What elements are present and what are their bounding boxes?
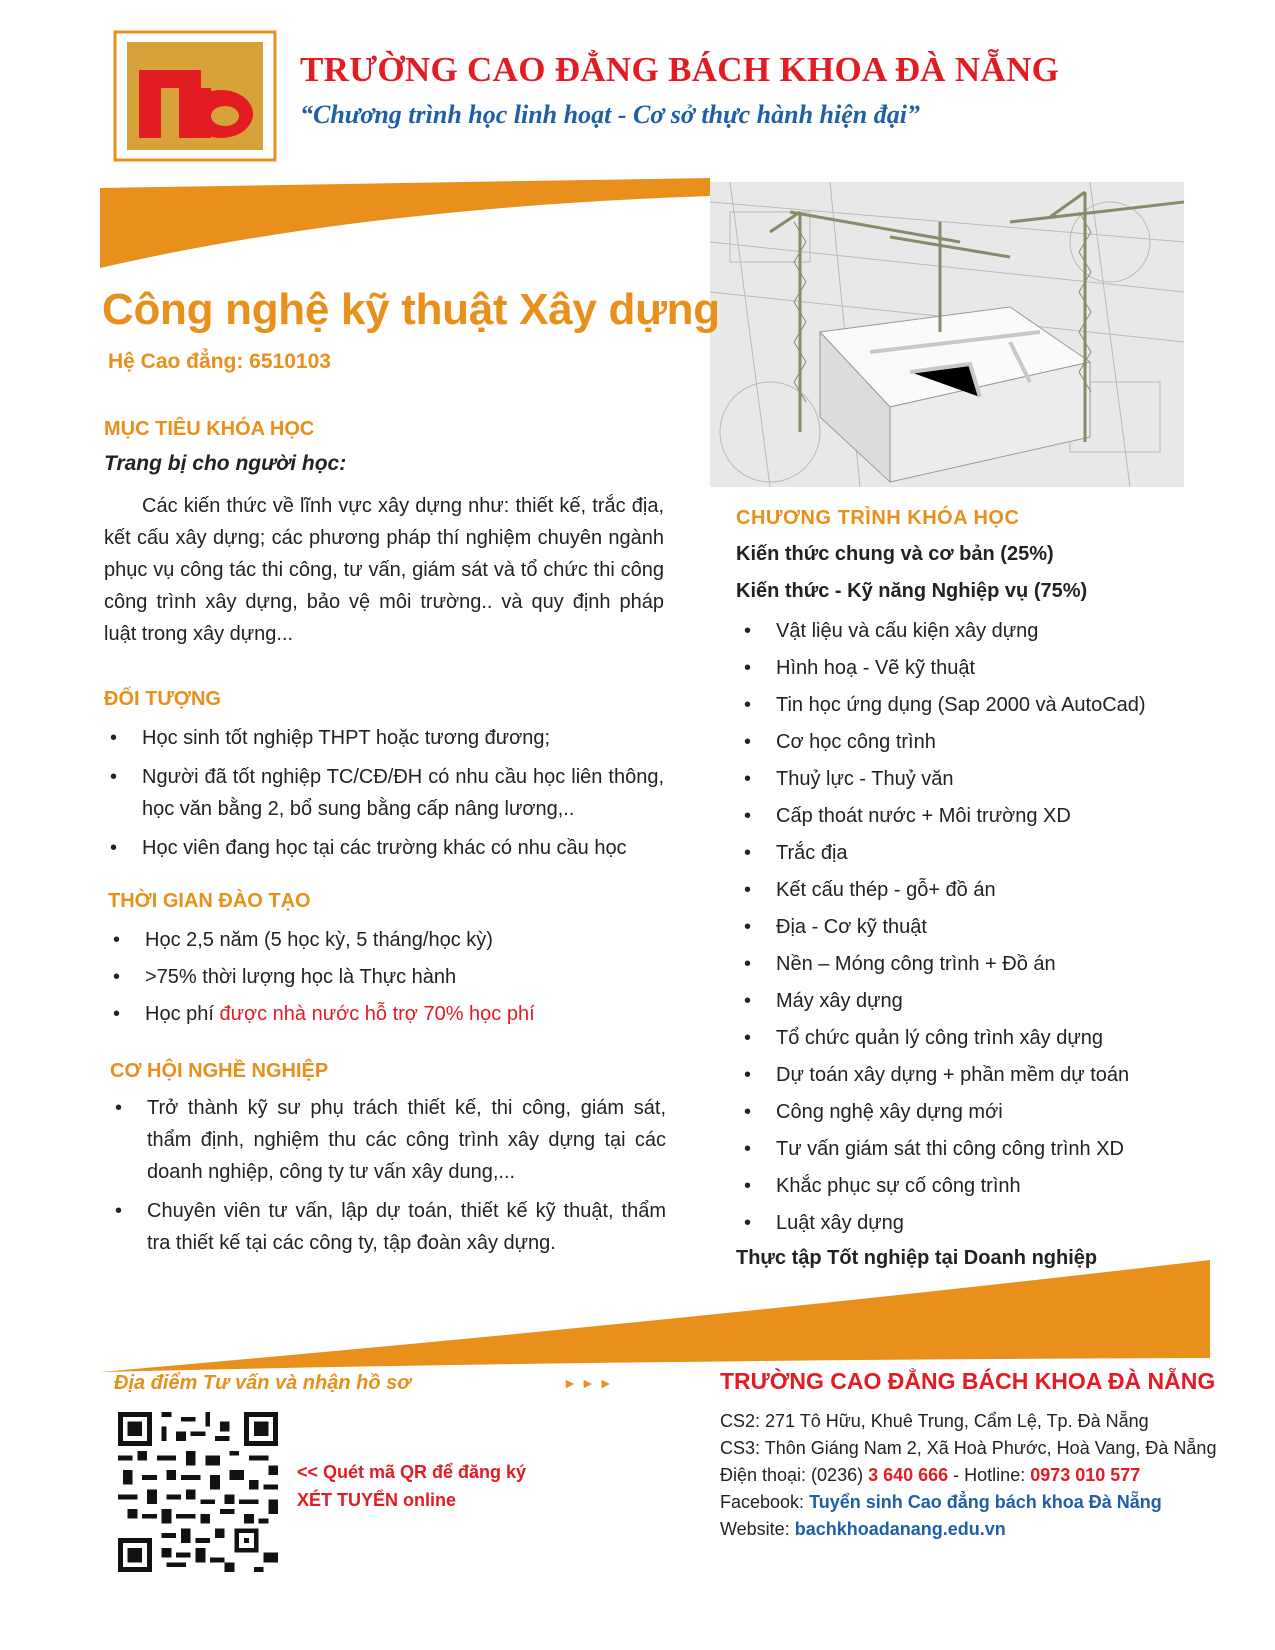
list-item: • Vật liệu và cấu kiện xây dựng	[738, 613, 1208, 650]
objectives-lead: Trang bị cho người học:	[104, 452, 347, 475]
bullet-icon: •	[113, 929, 121, 951]
bullet-icon: •	[113, 966, 121, 988]
bullet-icon: •	[744, 1101, 752, 1123]
bullet-icon: •	[744, 694, 752, 716]
phone-number[interactable]: 3 640 666	[868, 1465, 949, 1485]
list-item: • Dự toán xây dựng + phần mềm dự toán	[738, 1057, 1208, 1094]
list-item: • Thuỷ lực - Thuỷ văn	[738, 761, 1208, 798]
bullet-icon: •	[744, 1064, 752, 1086]
fee-highlight: được nhà nước hỗ trợ 70% học phí	[219, 1003, 535, 1025]
general-knowledge: Kiến thức chung và cơ bản (25%)	[736, 543, 1054, 565]
qr-code[interactable]	[118, 1412, 278, 1572]
hotline-number[interactable]: 0973 010 577	[1030, 1465, 1141, 1485]
facebook-line: Facebook: Tuyển sinh Cao đẳng bách khoa Đà Nẵng	[720, 1492, 1162, 1512]
course-title: Công nghệ kỹ thuật Xây dựng	[102, 285, 720, 334]
list-item: • Người đã tốt nghiệp TC/CĐ/ĐH có nhu cầu học liên thông, học văn bằng 2, bổ sung bằng cấp nâng lương,..	[104, 761, 664, 825]
list-item: • Học phí được nhà nước hỗ trợ 70% học phí	[107, 996, 667, 1033]
target-audience-list	[104, 722, 664, 871]
footer-school-name: TRƯỜNG CAO ĐẲNG BÁCH KHOA ĐÀ NẴNG	[720, 1368, 1216, 1394]
bullet-icon: •	[744, 805, 752, 827]
list-item: • Tư vấn giám sát thi công công trình XD	[738, 1131, 1208, 1168]
campus-cs3: CS3: Thôn Giáng Nam 2, Xã Hoà Phước, Hoà Vang, Đà Nẵng	[720, 1438, 1217, 1458]
bottom-orange-band	[100, 1260, 1210, 1372]
list-item: • Công nghệ xây dựng mới	[738, 1094, 1208, 1131]
bullet-icon: •	[115, 1200, 123, 1222]
slogan: “Chương trình học linh hoạt - Cơ sở thực hành hiện đại”	[300, 100, 920, 129]
list-item: • Cấp thoát nước + Môi trường XD	[738, 798, 1208, 835]
bullet-icon: •	[744, 1138, 752, 1160]
list-item: • Máy xây dựng	[738, 983, 1208, 1020]
duration-list	[107, 922, 667, 1033]
bullet-icon: •	[744, 842, 752, 864]
list-item: • Trở thành kỹ sư phụ trách thiết kế, thi công, giám sát, thẩm định, nghiệm thu các công trình xây dựng tại các doanh nghiệp, công ty tư vấn xây dung,...	[109, 1092, 666, 1188]
list-item: • Cơ học công trình	[738, 724, 1208, 761]
list-item: • Kết cấu thép - gỗ+ đồ án	[738, 872, 1208, 909]
list-item: • Trắc địa	[738, 835, 1208, 872]
course-code: Hệ Cao đẳng: 6510103	[108, 350, 331, 373]
list-item: • >75% thời lượng học là Thực hành	[107, 959, 667, 996]
curriculum-list	[738, 613, 1208, 1242]
list-item: • Chuyên viên tư vấn, lập dự toán, thiết kế kỹ thuật, thẩm tra thiết kế tại các công ty, tập đoàn xây dựng.	[109, 1195, 666, 1259]
school-name: TRƯỜNG CAO ĐẲNG BÁCH KHOA ĐÀ NẴNG	[300, 50, 1060, 89]
professional-knowledge: Kiến thức - Kỹ năng Nghiệp vụ (75%)	[736, 580, 1088, 602]
bullet-icon: •	[744, 953, 752, 975]
bullet-icon: •	[744, 990, 752, 1012]
bullet-icon: •	[744, 768, 752, 790]
qr-caption: << Quét mã QR để đăng ký XÉT TUYỂN online	[297, 1462, 527, 1510]
bullet-icon: •	[744, 731, 752, 753]
bullet-icon: •	[744, 1175, 752, 1197]
phone-line: Điện thoại: (0236) 3 640 666 - Hotline: 0973 010 577	[720, 1465, 1141, 1485]
bullet-icon: •	[744, 620, 752, 642]
list-item: • Địa - Cơ kỹ thuật	[738, 909, 1208, 946]
internship: Thực tập Tốt nghiệp tại Doanh nghiệp	[736, 1247, 1098, 1269]
school-logo	[113, 30, 277, 162]
list-item: • Tổ chức quản lý công trình xây dựng	[738, 1020, 1208, 1057]
bullet-icon: •	[744, 657, 752, 679]
bullet-icon: •	[110, 727, 118, 749]
list-item: • Nền – Móng công trình + Đồ án	[738, 946, 1208, 983]
bullet-icon: •	[110, 837, 118, 859]
website-link[interactable]: bachkhoadanang.edu.vn	[794, 1519, 1006, 1539]
website-line: Website: bachkhoadanang.edu.vn	[720, 1519, 1006, 1539]
bullet-icon: •	[110, 766, 118, 788]
list-item: • Học 2,5 năm (5 học kỳ, 5 tháng/học kỳ)	[107, 922, 667, 959]
objectives-heading: MỤC TIÊU KHÓA HỌC	[104, 418, 315, 440]
bullet-icon: •	[744, 879, 752, 901]
bullet-icon: •	[744, 1027, 752, 1049]
top-orange-band	[100, 178, 710, 268]
construction-illustration	[710, 182, 1184, 487]
campus-cs2: CS2: 271 Tô Hữu, Khuê Trung, Cẩm Lệ, Tp. Đà Nẵng	[720, 1411, 1149, 1431]
contact-info	[720, 1408, 1216, 1543]
list-item: • Học sinh tốt nghiệp THPT hoặc tương đương;	[104, 722, 664, 754]
list-item: • Luật xây dựng	[738, 1205, 1208, 1242]
objectives-body: Các kiến thức về lĩnh vực xây dựng như: thiết kế, trắc địa, kết cấu xây dựng; các phương pháp thí nghiệm chuyên ngành phục vụ công tác thi công, tư vấn, giám sát và tổ chức thi công công trình xây dựng, bảo vệ môi trường.. và quy định pháp luật trong xây dựng...	[104, 495, 664, 645]
list-item: • Khắc phục sự cố công trình	[738, 1168, 1208, 1205]
career-heading: CƠ HỘI NGHỀ NGHIỆP	[110, 1060, 329, 1082]
list-item: • Tin học ứng dụng (Sap 2000 và AutoCad)	[738, 687, 1208, 724]
bullet-icon: •	[744, 916, 752, 938]
facebook-link[interactable]: Tuyển sinh Cao đẳng bách khoa Đà Nẵng	[809, 1492, 1162, 1512]
list-item: • Hình hoạ - Vẽ kỹ thuật	[738, 650, 1208, 687]
bullet-icon: •	[744, 1212, 752, 1234]
bullet-icon: •	[113, 1003, 121, 1025]
bullet-icon: •	[115, 1097, 123, 1119]
duration-heading: THỜI GIAN ĐÀO TẠO	[108, 890, 311, 912]
target-audience-heading: ĐỐI TƯỢNG	[104, 688, 221, 710]
curriculum-heading: CHƯƠNG TRÌNH KHÓA HỌC	[736, 507, 1020, 529]
career-list	[109, 1092, 666, 1266]
arrow-right-icon: ►►►	[563, 1375, 617, 1391]
consult-location-title: Địa điểm Tư vấn và nhận hồ sơ	[114, 1372, 411, 1394]
list-item: • Học viên đang học tại các trường khác có nhu cầu học	[104, 832, 664, 864]
